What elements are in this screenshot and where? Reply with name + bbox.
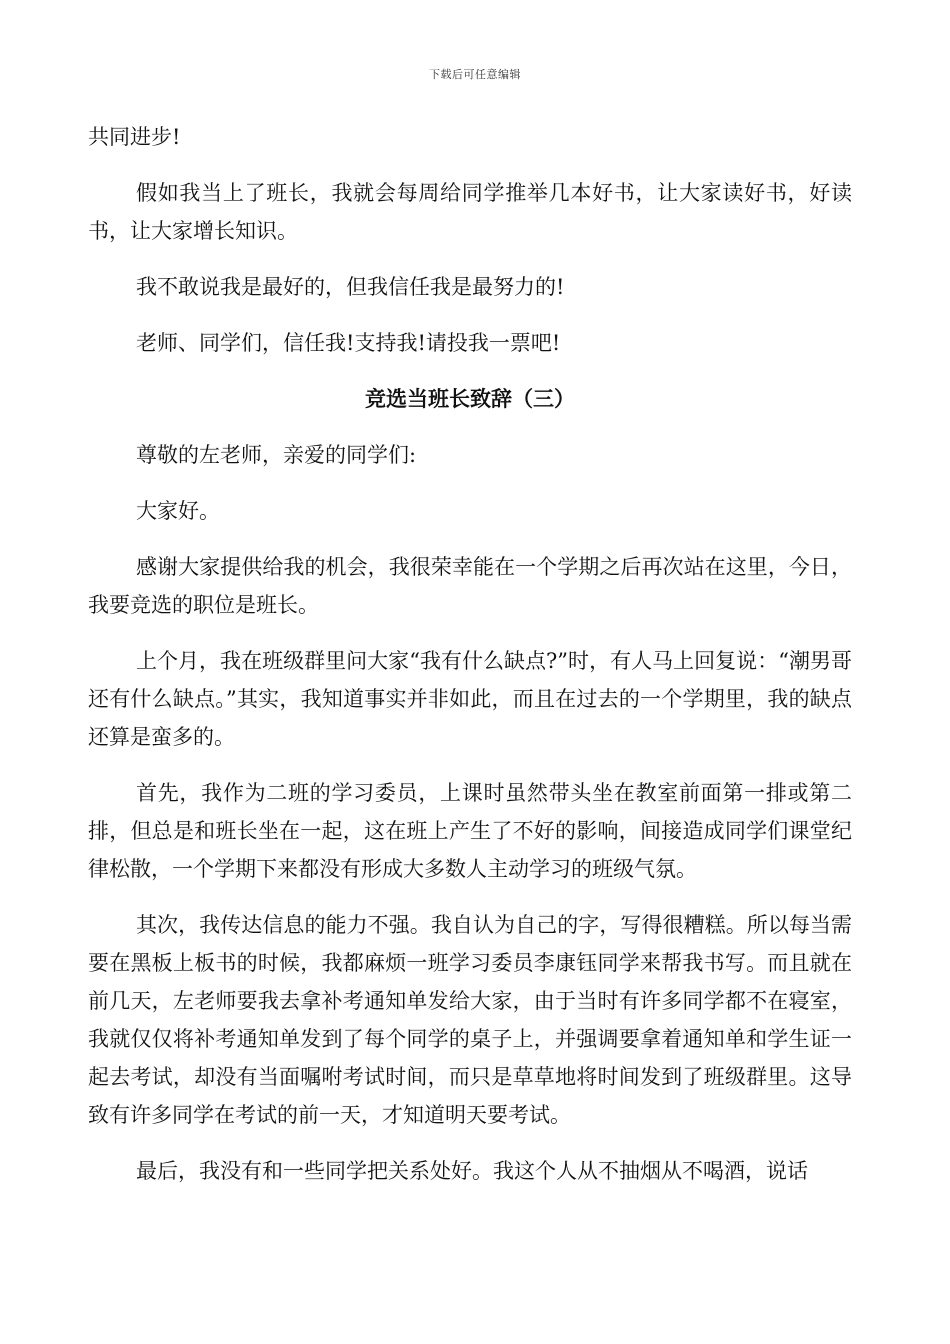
paragraph-4: 老师、同学们，信任我!支持我!请投我一票吧! [136, 331, 561, 355]
paragraph-6: 大家好。 [136, 499, 220, 523]
paragraph-8: 上个月，我在班级群里问大家“我有什么缺点?”时，有人马上回复说：“潮男哥还有什么缺点。”其实，我知道事实并非如此，而且在过去的一个学期里，我的缺点还算是蛮多的。 [88, 649, 852, 749]
paragraph-5: 尊敬的左老师，亲爱的同学们: [136, 443, 417, 467]
section-title: 竞选当班长致辞（三） [365, 386, 575, 411]
page-header: 下载后可任意编辑 [429, 68, 521, 81]
paragraph-9: 首先，我作为二班的学习委员，上课时虽然带头坐在教室前面第一排或第二排，但总是和班长坐在一起，这在班上产生了不好的影响，间接造成同学们课堂纪律松散，一个学期下来都没有形成大多数人主动学习的班级气氛。 [88, 781, 852, 881]
paragraph-3: 我不敢说我是最好的，但我信任我是最努力的! [136, 275, 565, 299]
document-body [88, 118, 852, 1208]
paragraph-10: 其次，我传达信息的能力不强。我自认为自己的字，写得很糟糕。所以每当需要在黑板上板书的时候，我都麻烦一班学习委员李康钰同学来帮我书写。而且就在前几天，左老师要我去拿补考通知单发给大家，由于当时有许多同学都不在寝室，我就仅仅将补考通知单发到了每个同学的桌子上，并强调要拿着通知单和学生证一起去考试，却没有当面嘱咐考试时间，而只是草草地将时间发到了班级群里。这导致有许多同学在考试的前一天，才知道明天要考试。 [88, 913, 852, 1127]
paragraph-7: 感谢大家提供给我的机会，我很荣幸能在一个学期之后再次站在这里，今日，我要竞选的职位是班长。 [88, 555, 852, 617]
paragraph-11: 最后，我没有和一些同学把关系处好。我这个人从不抽烟从不喝酒，说话 [136, 1159, 808, 1183]
paragraph-2: 假如我当上了班长，我就会每周给同学推举几本好书，让大家读好书，好读书，让大家增长知识。 [88, 181, 852, 243]
paragraph-1: 共同进步! [88, 125, 181, 149]
